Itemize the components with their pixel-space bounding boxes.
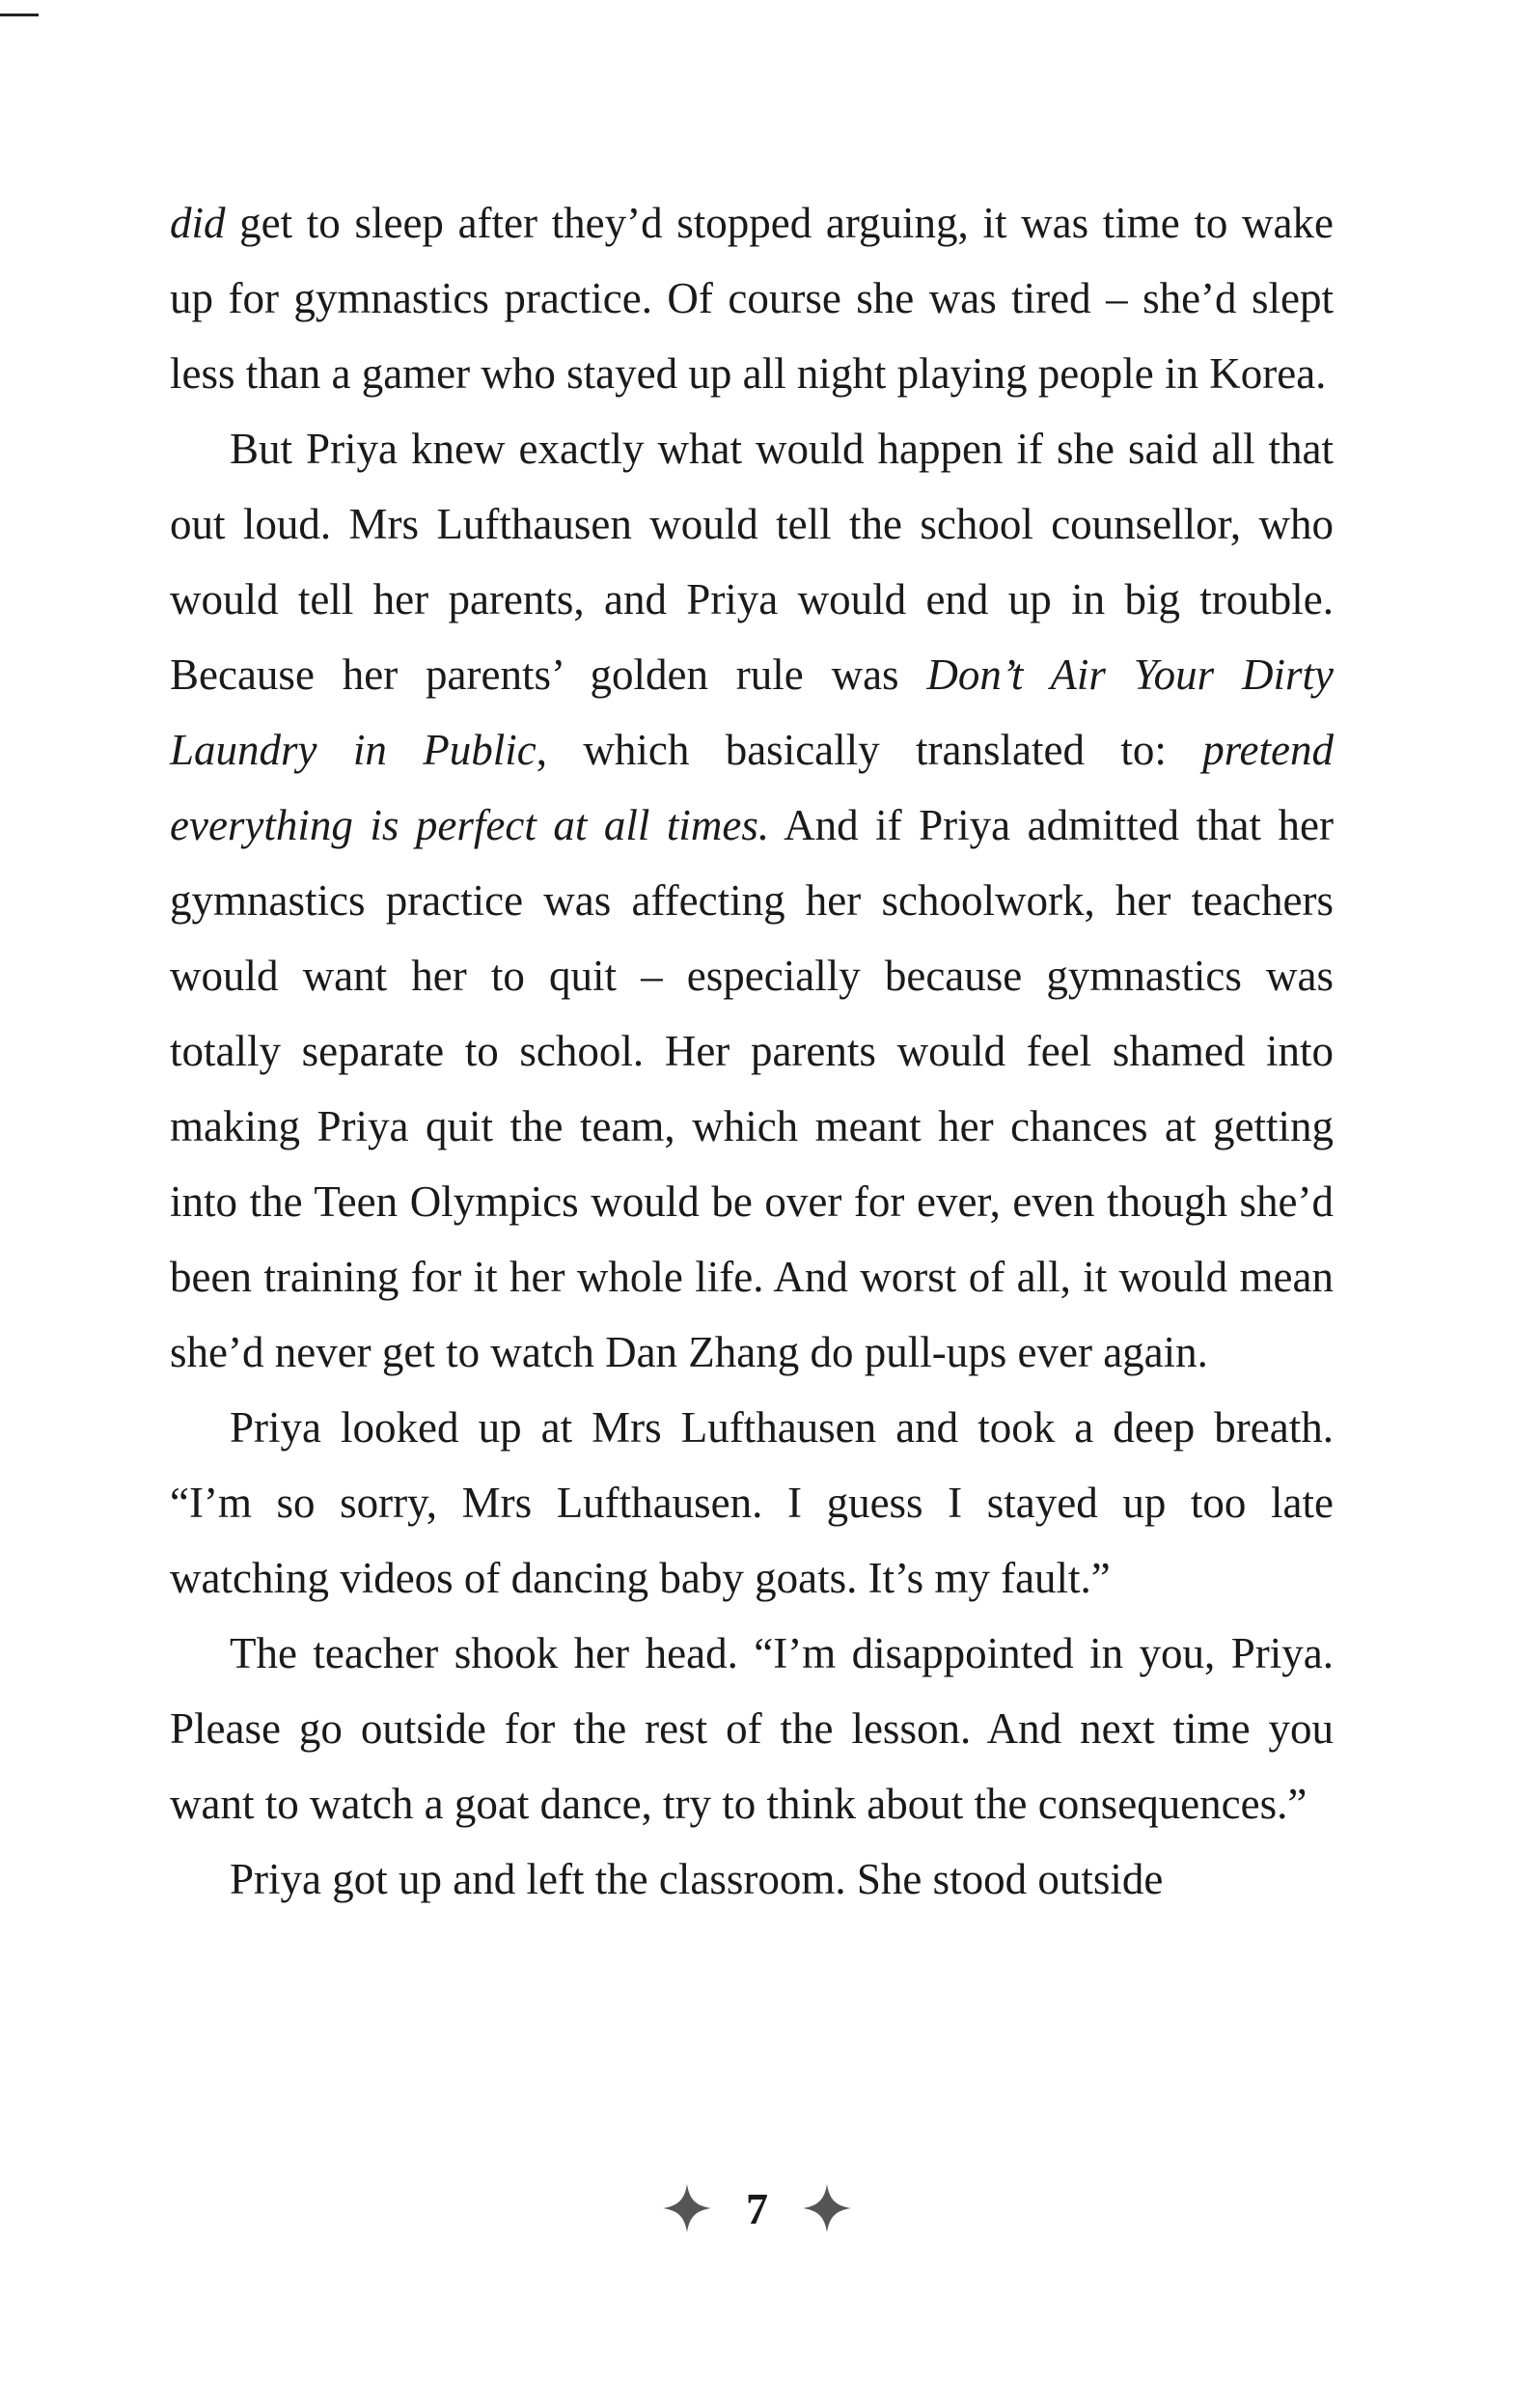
body-text bbox=[170, 185, 1334, 1917]
text-segment: Don’t Air Your Dirty Laundry in Public bbox=[170, 650, 1334, 774]
text-segment: , which basically translated to: bbox=[536, 726, 1203, 774]
paragraph-5 bbox=[170, 1841, 1334, 1917]
text-segment: get to sleep after they’d stopped arguing, it was time to wake up for gymnastics practice. Of course she was tired – she’d slept less than a gamer who stayed up all night playing people in Korea. bbox=[170, 199, 1334, 398]
text-segment: Priya looked up at Mrs Lufthausen and took a deep breath. “I’m so sorry, Mrs Lufthausen. I guess I stayed up too late watching videos of dancing baby goats. It’s my fault.” bbox=[170, 1403, 1334, 1602]
text-segment: The teacher shook her head. “I’m disappointed in you, Priya. Please go outside for the rest of the lesson. And next time you want to watch a goat dance, try to think about the consequences.” bbox=[170, 1629, 1334, 1828]
text-segment: Priya got up and left the classroom. She stood outside bbox=[230, 1855, 1164, 1903]
text-segment: And if Priya admitted that her gymnastics practice was affecting her schoolwork, her teachers would want her to quit – especially because gymnastics was totally separate to school. Her parents would feel shamed into making Priya quit the team, which meant her chances at getting into the Teen Olympics would be over for ever, even though she’d been training for it her whole life. And worst of all, it would mean she’d never get to watch Dan Zhang do pull-ups ever again. bbox=[170, 801, 1334, 1376]
page-footer bbox=[0, 2170, 1514, 2247]
paragraph-3 bbox=[170, 1390, 1334, 1616]
page-number: 7 bbox=[746, 2183, 768, 2233]
text-segment: did bbox=[170, 199, 226, 247]
paragraph-2 bbox=[170, 411, 1334, 1390]
text-segment: But Priya knew exactly what would happen if she said all that out loud. Mrs Lufthausen would tell the school counsellor, who would tell her parents, and Priya would end up in big trouble. Because her parents’ golden rule was bbox=[170, 425, 1334, 699]
paragraph-4 bbox=[170, 1616, 1334, 1841]
four-point-star-icon bbox=[801, 2182, 853, 2234]
page-edge-mark bbox=[0, 14, 39, 16]
text-segment: pretend everything is perfect at all times. bbox=[170, 726, 1334, 849]
four-point-star-icon bbox=[661, 2182, 713, 2234]
paragraph-1 bbox=[170, 185, 1334, 411]
